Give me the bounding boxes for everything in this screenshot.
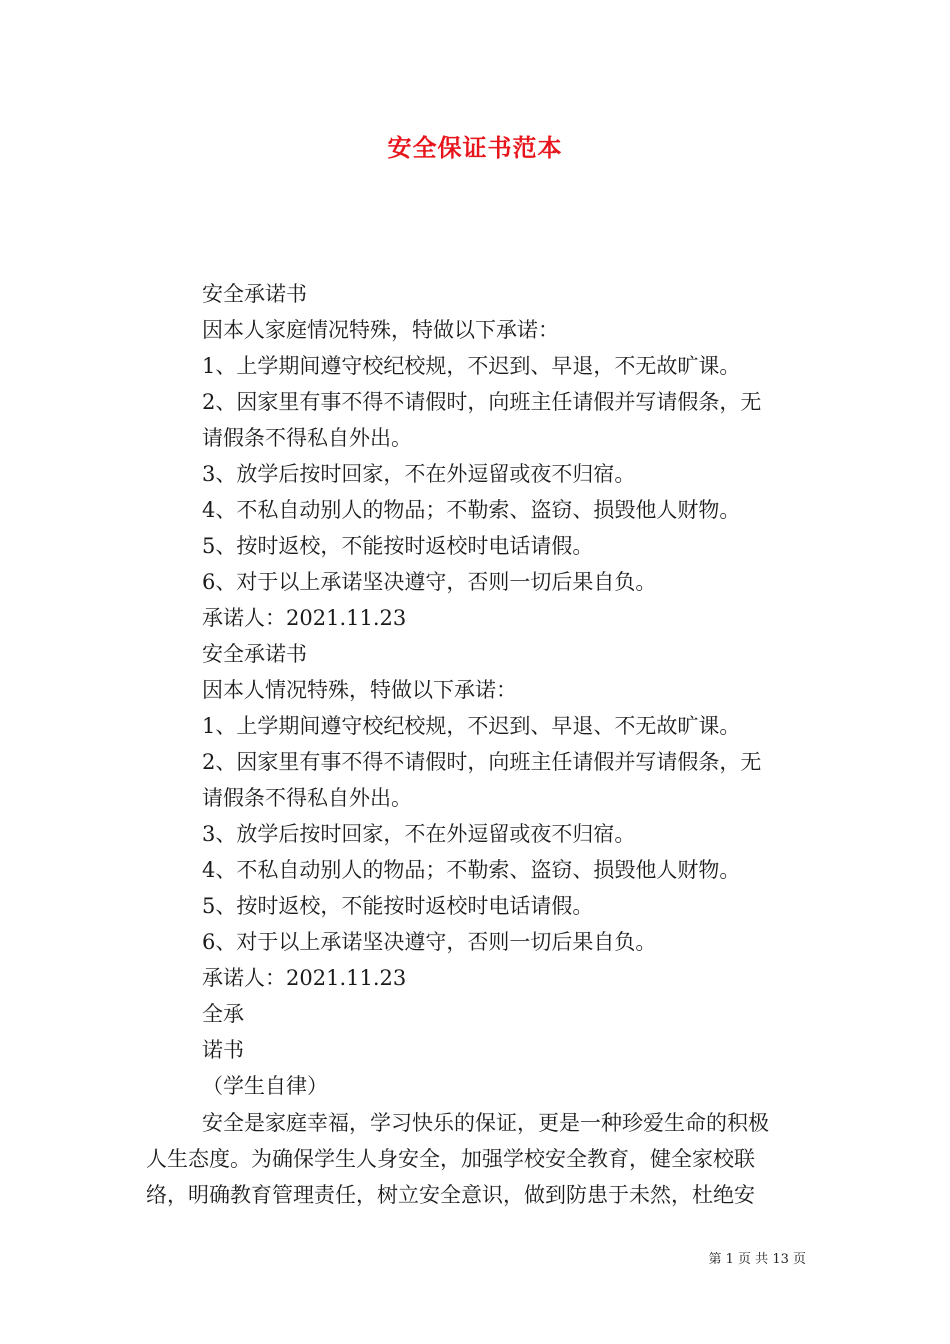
body-line: 3、放学后按时回家，不在外逗留或夜不归宿。 — [202, 462, 636, 486]
signature-line: 承诺人：2021.11.23 — [202, 606, 407, 630]
body-line: 6、对于以上承诺坚决遵守，否则一切后果自负。 — [202, 570, 657, 594]
body-line: 1、上学期间遵守校纪校规，不迟到、早退、不无故旷课。 — [202, 714, 741, 738]
body-line: 请假条不得私自外出。 — [202, 426, 412, 450]
body-line: 3、放学后按时回家，不在外逗留或夜不归宿。 — [202, 822, 636, 846]
document-title: 安全保证书范本 — [387, 133, 563, 162]
body-line: 全承 — [202, 1002, 244, 1026]
body-line: 因本人家庭情况特殊，特做以下承诺： — [202, 318, 559, 342]
body-line: 4、不私自动别人的物品；不勒索、盗窃、损毁他人财物。 — [202, 498, 741, 522]
body-line: 5、按时返校，不能按时返校时电话请假。 — [202, 534, 594, 558]
paragraph-line: 人生态度。为确保学生人身安全，加强学校安全教育，健全家校联 — [146, 1147, 755, 1171]
page-number-footer: 第 1 页 共 13 页 — [708, 1252, 806, 1267]
signature-line: 承诺人：2021.11.23 — [202, 966, 407, 990]
body-line: 2、因家里有事不得不请假时，向班主任请假并写请假条，无 — [202, 390, 762, 414]
paragraph-line: 络，明确教育管理责任，树立安全意识，做到防患于未然，杜绝安 — [146, 1183, 755, 1207]
body-line: 诺书 — [202, 1038, 244, 1062]
body-line: 因本人情况特殊，特做以下承诺： — [202, 678, 517, 702]
body-line: 4、不私自动别人的物品；不勒索、盗窃、损毁他人财物。 — [202, 858, 741, 882]
body-line: 1、上学期间遵守校纪校规，不迟到、早退，不无故旷课。 — [202, 354, 741, 378]
body-line: 安全承诺书 — [202, 642, 307, 666]
body-line: 请假条不得私自外出。 — [202, 786, 412, 810]
body-paragraph — [146, 1105, 808, 1213]
body-line: 6、对于以上承诺坚决遵守，否则一切后果自负。 — [202, 930, 657, 954]
body-line: 安全承诺书 — [202, 282, 307, 306]
paragraph-line: 安全是家庭幸福，学习快乐的保证，更是一种珍爱生命的积极 — [202, 1111, 769, 1135]
body-line: 5、按时返校，不能按时返校时电话请假。 — [202, 894, 594, 918]
body-line: （学生自律） — [202, 1074, 328, 1098]
body-line: 2、因家里有事不得不请假时，向班主任请假并写请假条，无 — [202, 750, 762, 774]
